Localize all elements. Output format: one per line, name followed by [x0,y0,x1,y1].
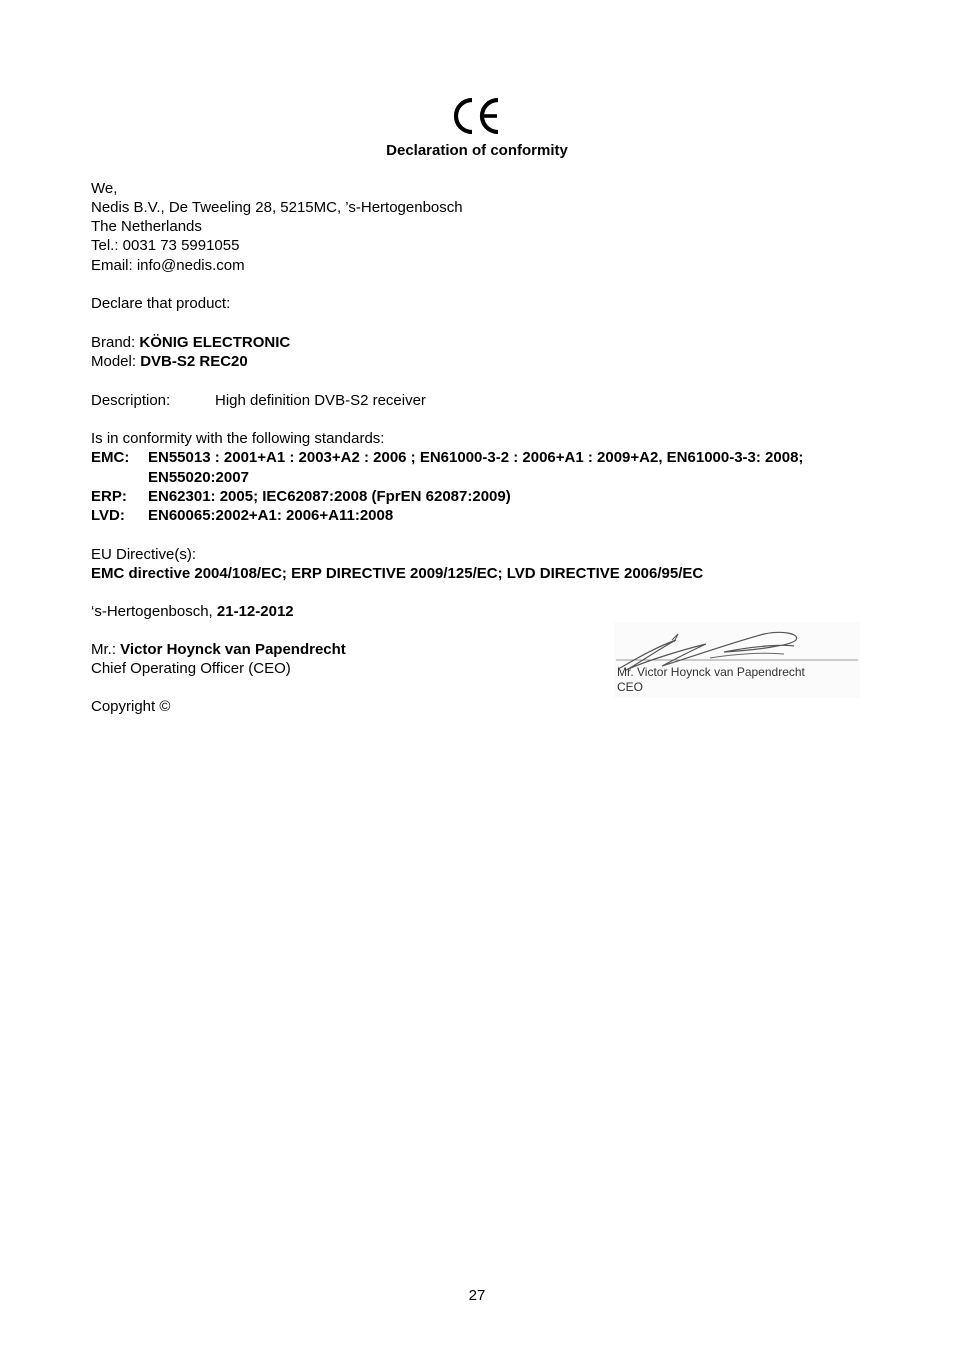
erp-label: ERP: [91,488,127,505]
model-line [91,352,248,371]
signature-image [614,622,860,698]
declare-text: Declare that product: [91,295,231,312]
emc-label: EMC: [91,449,130,466]
signature-title-line: CEO [617,680,644,694]
place-date-line [91,602,294,621]
model-label: Model: [91,353,141,370]
description-label: Description: [91,392,171,409]
company-tel: Tel.: 0031 73 5991055 [91,237,240,254]
description-value: High definition DVB-S2 receiver [215,392,426,409]
signature-scribble [614,622,860,698]
description-line [91,391,591,410]
date: 21-12-2012 [216,603,294,620]
standards-intro: Is in conformity with the following standards: [91,430,385,447]
brand-line [91,333,290,352]
brand-value: KÖNIG ELECTRONIC [139,334,291,351]
place: ‘s-Hertogenbosch, [91,603,217,620]
lvd-label: LVD: [91,507,125,524]
emc-standards-line1: EN55013 : 2001+A1 : 2003+A2 : 2006 ; EN61000-3-2 : 2006+A1 : 2009+A2, EN61000-3-3: 2008; [148,449,804,466]
signature-name-line: Mr. Victor Hoynck van Papendrecht [617,665,805,679]
signatory-prefix: Mr.: [91,641,121,658]
signatory-title: Chief Operating Officer (CEO) [91,660,291,677]
brand-label: Brand: [91,334,140,351]
copyright: Copyright © [91,698,171,715]
company-country: The Netherlands [91,218,202,235]
signatory-name: Victor Hoynck van Papendrecht [120,641,346,658]
page-number: 27 [468,1287,486,1304]
emc-standards-line2: EN55020:2007 [148,469,249,486]
document-title: Declaration of conformity [386,142,568,159]
signatory-line [91,640,346,659]
erp-standards: EN62301: 2005; IEC62087:2008 (FprEN 62087:2009) [148,488,511,505]
directives-label: EU Directive(s): [91,546,197,563]
company-email: Email: info@nedis.com [91,257,245,274]
company-address: Nedis B.V., De Tweeling 28, 5215MC, ’s-Hertogenbosch [91,199,463,216]
lvd-standards: EN60065:2002+A1: 2006+A11:2008 [148,507,394,524]
directives-value: EMC directive 2004/108/EC; ERP DIRECTIVE 2009/125/EC; LVD DIRECTIVE 2006/95/EC [91,565,704,582]
ce-mark-icon [452,96,502,136]
we-text: We, [91,180,118,197]
model-value: DVB-S2 REC20 [140,353,248,370]
